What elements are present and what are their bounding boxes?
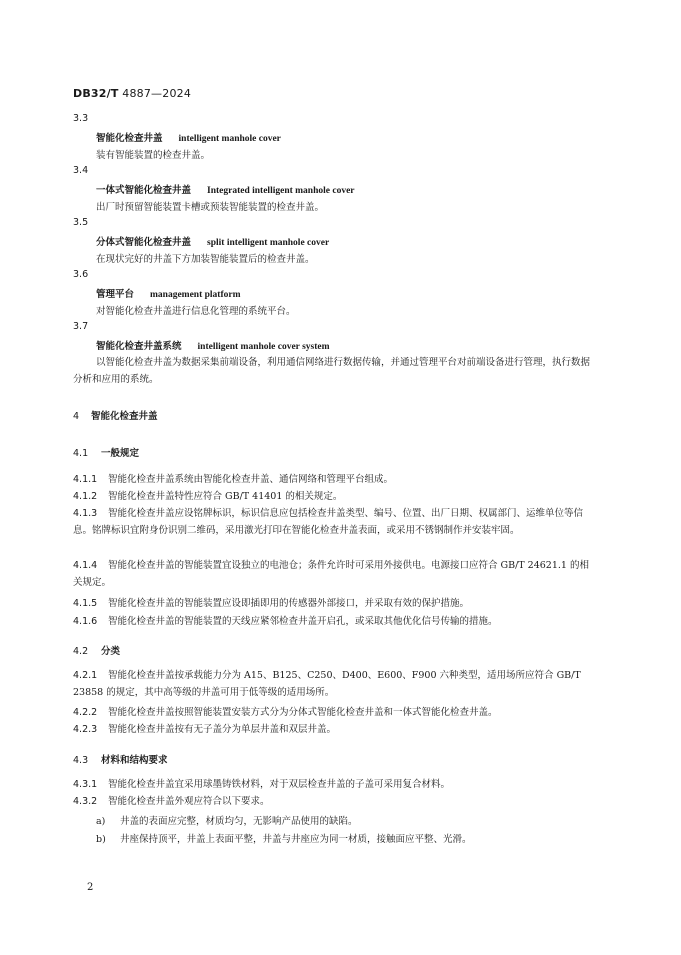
page-header — [73, 87, 191, 100]
term-title-zh: 智能化检查井盖 — [96, 133, 163, 144]
term-title-en: split intelligent manhole cover — [207, 238, 330, 248]
term-title-en: Integrated intelligent manhole cover — [207, 186, 355, 196]
clause — [73, 557, 598, 591]
clause — [73, 667, 598, 701]
clause — [73, 613, 598, 630]
clause — [73, 505, 598, 539]
clause-number: 4.1.6 — [73, 616, 98, 627]
list-item-text: 井座保持顶平，井盖上表面平整，井盖与井座应为同一材质，接触面应平整、光滑。 — [120, 834, 472, 845]
term-title-en: management platform — [150, 290, 241, 300]
subsection-title: 分类 — [101, 646, 121, 657]
subsection-number: 4.1 — [73, 448, 89, 459]
subsection-heading — [73, 643, 120, 657]
clause — [73, 595, 598, 612]
clause-text: 智能化检查井盖特性应符合 GB/T 41401 的相关规定。 — [108, 491, 343, 502]
section-title: 智能化检查井盖 — [91, 411, 158, 422]
clause-text: 智能化检查井盖宜采用球墨铸铁材料，对于双层检查井盖的子盖可采用复合材料。 — [108, 779, 451, 790]
clause-text: 智能化检查井盖系统由智能化检查井盖、通信网络和管理平台组成。 — [108, 474, 394, 485]
list-item-marker: a) — [96, 816, 106, 827]
term-title — [96, 338, 330, 352]
list-item — [96, 831, 472, 845]
term-definition: 出厂时预留智能装置卡槽或预装智能装置的检查井盖。 — [96, 202, 325, 213]
clause-number: 4.2.3 — [73, 724, 98, 735]
term-title — [96, 182, 355, 196]
clause-number: 4.2.2 — [73, 707, 98, 718]
term-title-zh: 管理平台 — [96, 289, 135, 300]
clause-number: 4.1.4 — [73, 560, 98, 571]
term-title — [96, 234, 329, 248]
standard-code: DB32/T — [73, 87, 119, 100]
list-item-text: 井盖的表面应完整，材质均匀，无影响产品使用的缺陷。 — [120, 816, 358, 827]
term-number: 3.3 — [73, 113, 89, 124]
term-definition: 在现状完好的井盖下方加装智能装置后的检查井盖。 — [96, 254, 315, 265]
term-title-en: intelligent manhole cover system — [197, 342, 330, 352]
section-number: 4 — [73, 411, 80, 422]
clause-text: 智能化检查井盖的智能装置的天线应紧邻检查井盖开启孔，或采取其他优化信号传输的措施。 — [108, 616, 498, 627]
subsection-title: 一般规定 — [101, 448, 140, 459]
term-title-zh: 智能化检查井盖系统 — [96, 341, 182, 352]
term-title — [96, 130, 281, 144]
subsection-number: 4.2 — [73, 646, 89, 657]
term-definition: 对智能化检查井盖进行信息化管理的系统平台。 — [96, 306, 296, 317]
clause-number: 4.3.2 — [73, 796, 98, 807]
term-title-en: intelligent manhole cover — [178, 134, 281, 144]
clause-text: 智能化检查井盖应设铭牌标识，标识信息应包括检查井盖类型、编号、位置、出厂日期、权属部门、运维单位等信息。铭牌标识宜附身份识别二维码，采用激光打印在智能化检查井盖表面，或采用不锈钢制作并安装牢固。 — [73, 508, 584, 536]
clause-text: 智能化检查井盖按承载能力分为 A15、B125、C250、D400、E600、F900 六种类型，适用场所应符合 GB/T 23858 的规定，其中高等级的井盖可用于低等级的适用场所。 — [73, 670, 581, 698]
subsection-heading — [73, 445, 139, 459]
clause-number: 4.1.3 — [73, 508, 98, 519]
clause-text: 智能化检查井盖的智能装置应设即插即用的传感器外部接口，并采取有效的保护措施。 — [108, 598, 470, 609]
section-heading — [73, 408, 158, 422]
term-title — [96, 286, 241, 300]
clause-number: 4.1.2 — [73, 491, 98, 502]
subsection-heading — [73, 752, 168, 766]
clause-text: 智能化检查井盖按照智能装置安装方式分为分体式智能化检查井盖和一体式智能化检查井盖。 — [108, 707, 498, 718]
page-number: 2 — [87, 882, 94, 893]
list-item-marker: b) — [96, 834, 106, 845]
clause-text: 智能化检查井盖的智能装置宜设独立的电池仓；条件允许时可采用外接供电。电源接口应符合 GB/T 24621.1 的相关规定。 — [73, 560, 589, 588]
term-number: 3.6 — [73, 269, 89, 280]
standard-number: 4887—2024 — [122, 87, 192, 100]
clause-number: 4.1.1 — [73, 474, 98, 485]
term-number: 3.4 — [73, 165, 89, 176]
clause — [73, 721, 598, 738]
term-title-zh: 一体式智能化检查井盖 — [96, 185, 192, 196]
term-number: 3.5 — [73, 217, 89, 228]
clause-number: 4.3.1 — [73, 779, 98, 790]
subsection-title: 材料和结构要求 — [101, 755, 168, 766]
clause — [73, 776, 598, 793]
clause-number: 4.2.1 — [73, 670, 98, 681]
clause — [73, 471, 598, 488]
term-title-zh: 分体式智能化检查井盖 — [96, 237, 192, 248]
clause — [73, 704, 598, 721]
term-definition: 装有智能装置的检查井盖。 — [96, 150, 211, 161]
clause-text: 智能化检查井盖外观应符合以下要求。 — [108, 796, 270, 807]
clause-text: 智能化检查井盖按有无子盖分为单层井盖和双层井盖。 — [108, 724, 337, 735]
term-number: 3.7 — [73, 321, 89, 332]
clause — [73, 488, 598, 505]
term-definition: 以智能化检查井盖为数据采集前端设备，利用通信网络进行数据传输，并通过管理平台对前端设备进行管理，执行数据分析和应用的系统。 — [73, 357, 591, 385]
subsection-number: 4.3 — [73, 755, 89, 766]
clause-number: 4.1.5 — [73, 598, 98, 609]
list-item — [96, 813, 358, 827]
clause — [73, 793, 598, 810]
